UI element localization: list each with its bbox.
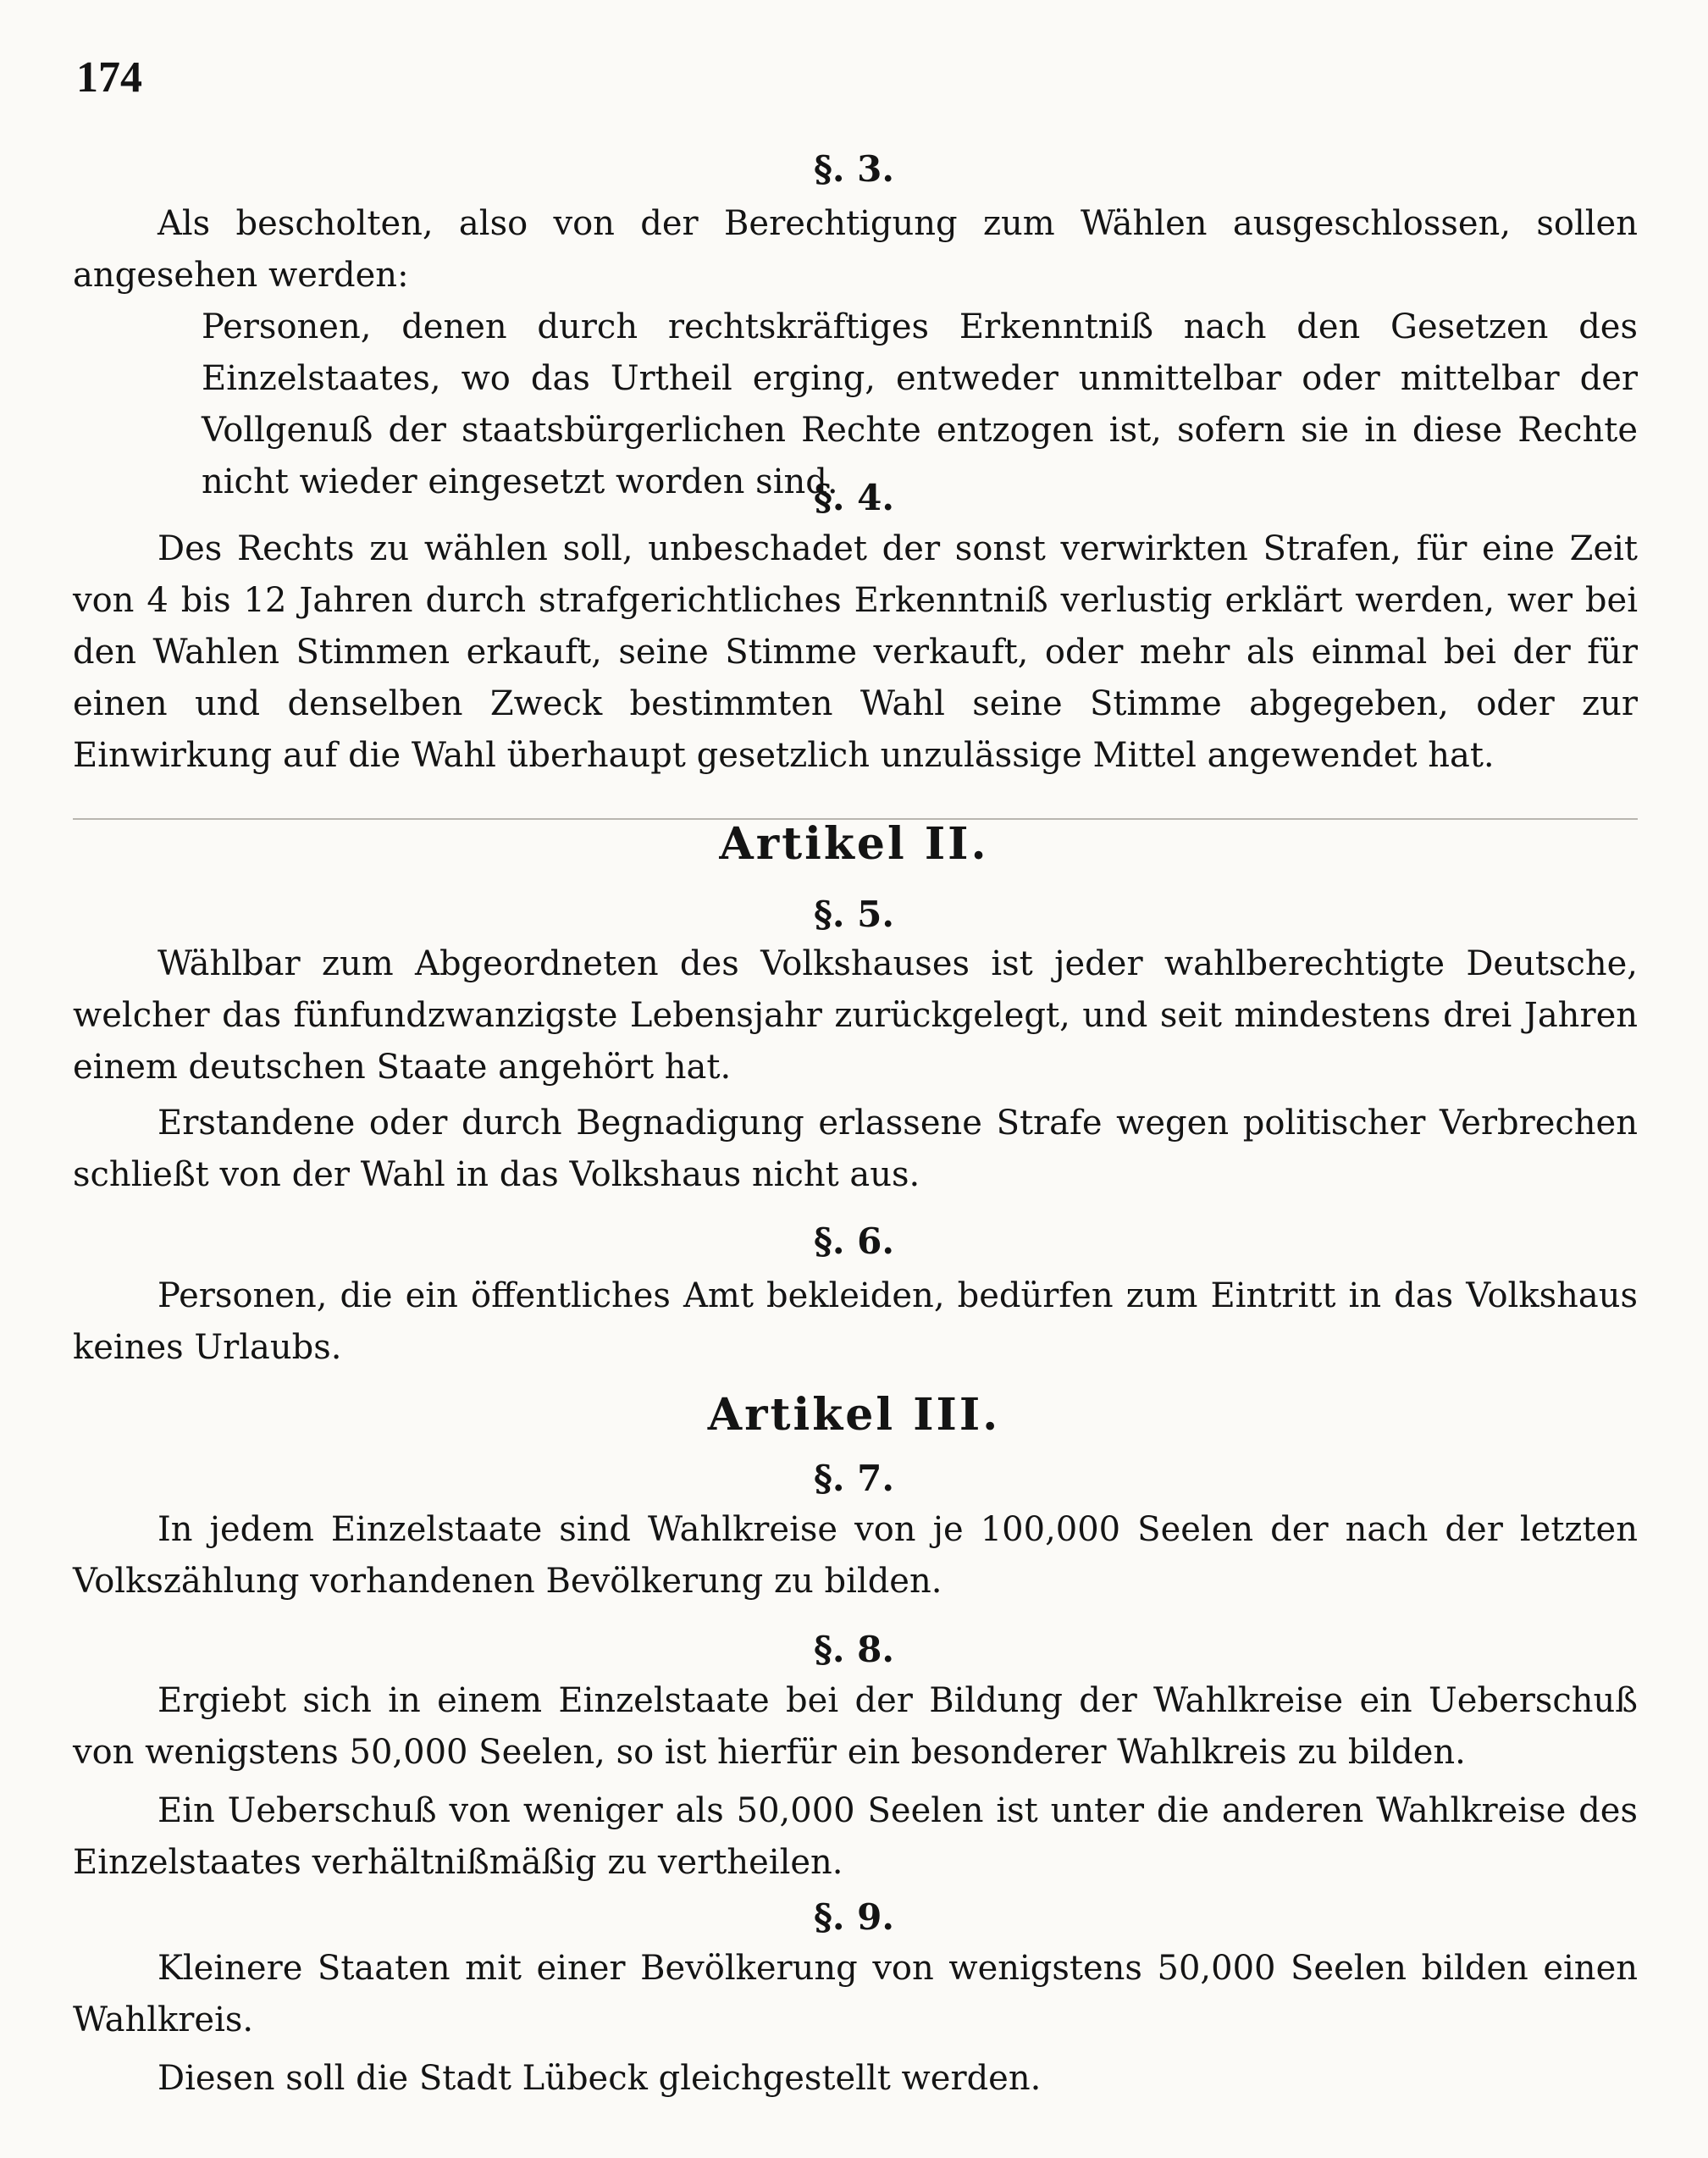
paragraph-6-1: Personen, die ein öffentliches Amt bekleiden, bedürfen zum Eintritt in das Volkshaus keines Urlaubs. (73, 1276, 1638, 1367)
section-heading-7: §. 7. (813, 1458, 895, 1499)
page-number: 174 (76, 53, 142, 102)
artikel-heading-3: Artikel III. (707, 1389, 1001, 1441)
paragraph-3-1: Als bescholten, also von der Berechtigung zum Wählen ausgeschlossen, sollen angesehen werden: (73, 204, 1638, 295)
paragraph-9-2: Diesen soll die Stadt Lübeck gleichgestellt werden. (158, 2059, 1042, 2098)
section-heading-5: §. 5. (813, 894, 895, 935)
paragraph-8-1: Ergiebt sich in einem Einzelstaate bei der Bildung der Wahlkreise ein Ueberschuß von wenigstens 50,000 Seelen, so ist hierfür ein besonderer Wahlkreis zu bilden. (73, 1681, 1638, 1772)
paragraph-8-2: Ein Ueberschuß von weniger als 50,000 Seelen ist unter die anderen Wahlkreise des Einzelstaates verhältnißmäßig zu vertheilen. (73, 1791, 1638, 1882)
section-heading-3: §. 3. (813, 148, 895, 190)
section-heading-6: §. 6. (813, 1220, 895, 1262)
paragraph-9-1: Kleinere Staaten mit einer Bevölkerung von wenigstens 50,000 Seelen bilden einen Wahlkreis. (73, 1949, 1638, 2039)
paragraph-3-2: Personen, denen durch rechtskräftiges Erkenntniß nach den Gesetzen des Einzelstaates, wo das Urtheil erging, entweder unmittelbar oder mittelbar der Vollgenuß der staatsbürgerlichen Rechte entzogen ist, sofern sie in diese Rechte nicht wieder eingesetzt worden sind. (202, 307, 1638, 501)
section-heading-9: §. 9. (813, 1896, 895, 1938)
paragraph-4-1: Des Rechts zu wählen soll, unbeschadet der sonst verwirkten Strafen, für eine Zeit von 4 bis 12 Jahren durch strafgerichtliches Erkenntniß verlustig erklärt werden, wer bei den Wahlen Stimmen erkauft, seine Stimme verkauft, oder mehr als einmal bei der für einen und denselben Zweck bestimmten Wahl seine Stimme abgegeben, oder zur Einwirkung auf die Wahl überhaupt gesetzlich unzulässige Mittel angewendet hat. (73, 529, 1638, 775)
paragraph-5-1: Wählbar zum Abgeordneten des Volkshauses ist jeder wahlberechtigte Deutsche, welcher das fünfundzwanzigste Lebensjahr zurückgelegt, und seit mindestens drei Jahren einem deutschen Staate angehört hat. (73, 944, 1638, 1087)
paragraph-5-2: Erstandene oder durch Begnadigung erlassene Strafe wegen politischer Verbrechen schließt von der Wahl in das Volkshaus nicht aus. (73, 1104, 1638, 1194)
artikel-heading-2: Artikel II. (719, 818, 989, 870)
section-heading-8: §. 8. (813, 1629, 895, 1670)
paragraph-7-1: In jedem Einzelstaate sind Wahlkreise von je 100,000 Seelen der nach der letzten Volkszählung vorhandenen Bevölkerung zu bilden. (73, 1510, 1638, 1601)
section-heading-4: §. 4. (813, 477, 895, 518)
